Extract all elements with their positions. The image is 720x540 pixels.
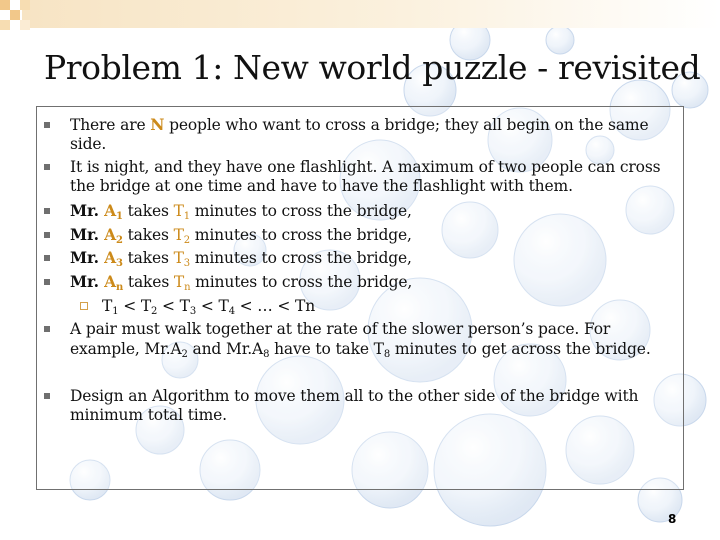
sub-bullet-marker bbox=[80, 302, 88, 310]
bullet-text: side. bbox=[70, 135, 107, 153]
slide-title: Problem 1: New world puzzle - revisited bbox=[44, 48, 701, 87]
bullet-text: the bridge at one time and have to have the flashlight with them. bbox=[70, 177, 573, 195]
corner-decoration bbox=[20, 0, 30, 10]
bullet-text: Mr. $A_2$ takes $T_2$ minutes to cross the bridge, bbox=[70, 225, 412, 246]
corner-decoration bbox=[0, 20, 10, 30]
bullet-marker bbox=[44, 164, 50, 170]
bullet-text: minimum total time. bbox=[70, 406, 227, 424]
bullet-marker bbox=[44, 122, 50, 128]
bullet-text: Mr. $A_1$ takes $T_1$ minutes to cross the bridge, bbox=[70, 201, 412, 222]
bullet-marker bbox=[44, 255, 50, 261]
bullet-text: There are N people who want to cross a bridge; they all begin on the same bbox=[70, 115, 649, 134]
corner-decoration bbox=[10, 10, 20, 20]
bullet-text: Mr. $A_n$ takes $T_n$ minutes to cross the bridge, bbox=[70, 272, 413, 293]
bullet-marker bbox=[44, 326, 50, 332]
bullet-marker bbox=[44, 279, 50, 285]
corner-decoration bbox=[0, 0, 10, 10]
sub-bullet-text: $T_1 < T_2 < T_3 < T_4$ < … < Tn bbox=[102, 297, 316, 317]
bullet-marker bbox=[44, 232, 50, 238]
corner-decoration bbox=[20, 20, 30, 30]
bullet-text: It is night, and they have one flashlight. A maximum of two people can cross bbox=[70, 158, 661, 176]
title-band bbox=[22, 0, 720, 28]
bullet-text: A pair must walk together at the rate of the slower person’s pace. For bbox=[70, 320, 611, 338]
page-number: 8 bbox=[668, 512, 677, 526]
bullet-text: example, $Mr.A_2$ and $Mr.A_8$ have to take $T_8$ minutes to get across the bridge. bbox=[70, 340, 651, 360]
bullet-marker bbox=[44, 208, 50, 214]
bullet-text: Mr. $A_3$ takes $T_3$ minutes to cross the bridge, bbox=[70, 248, 412, 269]
bullet-marker bbox=[44, 393, 50, 399]
highlight-n: N bbox=[150, 115, 165, 134]
bullet-text: Design an Algorithm to move them all to the other side of the bridge with bbox=[70, 387, 639, 405]
